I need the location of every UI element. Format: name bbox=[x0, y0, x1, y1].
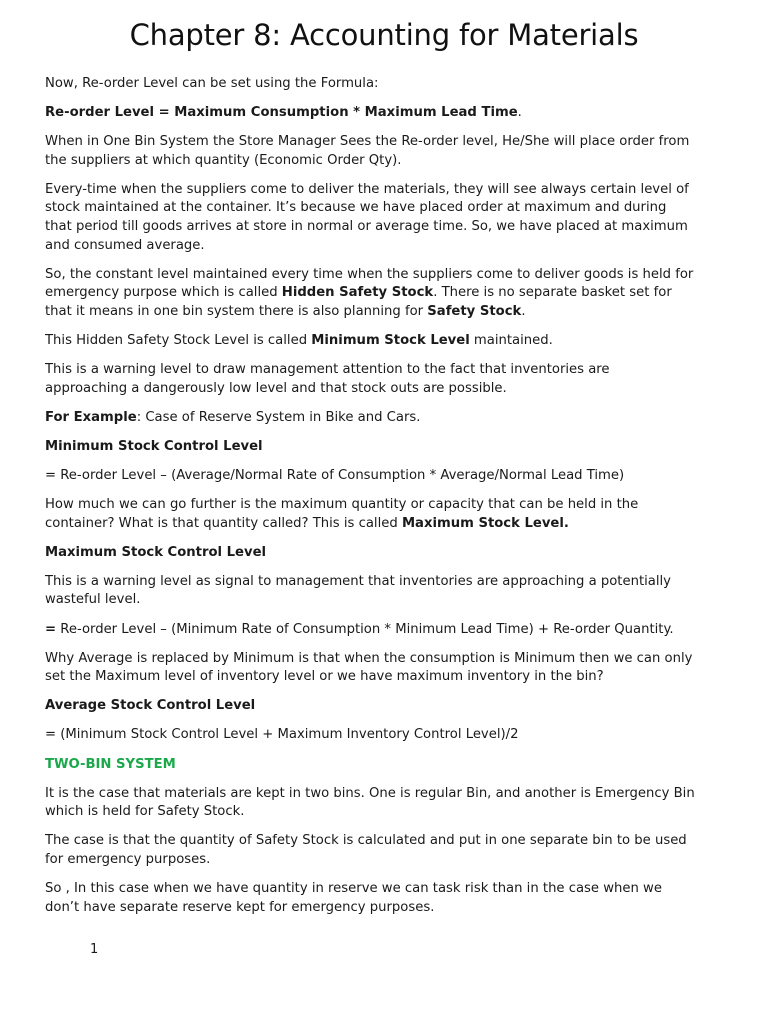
heading-average-stock-control bbox=[45, 697, 695, 716]
text-span: Re-order Level – (Minimum Rate of Consumption * Minimum Lead Time) + Re-order Quantity. bbox=[56, 621, 674, 637]
text-span: . There is no separate basket set for that it means in one bin system there is also planning for bbox=[45, 285, 672, 319]
paragraph-why-average: Why Average is replaced by Minimum is that when the consumption is Minimum then we can only set the Maximum level of inventory level or we have maximum inventory in the bin? bbox=[45, 650, 693, 685]
reorder-formula bbox=[45, 104, 695, 123]
formula-minimum-stock: = Re-order Level – (Average/Normal Rate of Consumption * Average/Normal Lead Time) bbox=[45, 468, 625, 483]
bold-heading: Minimum Stock Control Level bbox=[45, 438, 263, 454]
paragraph-maximum-question bbox=[45, 496, 695, 533]
bold-equals: = bbox=[45, 621, 57, 637]
paragraph-every-time: Every-time when the suppliers come to deliver the materials, they will see always certain level of stock maintained at the container. It’s because we have placed order at maximum and during that period till goods arrives at store in normal or average time. So, we have placed at maximum and consumed average. bbox=[45, 181, 689, 253]
paragraph-reserve-risk: So , In this case when we have quantity in reserve we can task risk than in the case when we don’t have separate reserve kept for emergency purposes. bbox=[45, 881, 662, 915]
heading-minimum-stock-control bbox=[45, 438, 695, 457]
paragraph-safety-stock-bin: The case is that the quantity of Safety Stock is calculated and put in one separate bin to be used for emergency purposes. bbox=[45, 833, 687, 867]
formula-maximum-stock bbox=[45, 621, 695, 640]
text-span: maintained. bbox=[469, 333, 553, 349]
paragraph-example bbox=[45, 409, 695, 428]
reorder-formula-text: Re-order Level = Maximum Consumption * Maximum Lead Time bbox=[45, 105, 518, 121]
document-body bbox=[45, 75, 695, 928]
bold-heading: Maximum Stock Control Level bbox=[45, 544, 267, 560]
text-span: So, the constant level maintained every time when the suppliers come to deliver goods is held for emergency purpose which is called bbox=[45, 266, 694, 301]
page-number: 1 bbox=[90, 942, 99, 957]
bold-maximum-stock-level: Maximum Stock Level. bbox=[401, 515, 569, 531]
paragraph-intro: Now, Re-order Level can be set using the Formula: bbox=[45, 76, 379, 91]
paragraph-warning-wasteful: This is a warning level as signal to management that inventories are approaching a potentially wasteful level. bbox=[45, 573, 671, 608]
heading-two-bin-system: TWO-BIN SYSTEM bbox=[45, 756, 176, 772]
paragraph-hidden-safety-stock bbox=[45, 266, 695, 322]
text-span: How much we can go further is the maximum quantity or capacity that can be held in the container? What is that quantity called? This is called bbox=[45, 497, 639, 531]
bold-heading: Average Stock Control Level bbox=[45, 698, 256, 714]
bold-for-example: For Example bbox=[45, 409, 137, 425]
paragraph-warning-low: This is a warning level to draw management attention to the fact that inventories are approaching a dangerously low level and that stock outs are possible. bbox=[45, 362, 610, 396]
paragraph-minimum-stock bbox=[45, 332, 695, 351]
page-title: Chapter 8: Accounting for Materials bbox=[129, 18, 639, 52]
paragraph-one-bin: When in One Bin System the Store Manager Sees the Re-order level, He/She will place order from the suppliers at which quantity (Economic Order Qty). bbox=[45, 134, 690, 168]
text-span: This Hidden Safety Stock Level is called bbox=[45, 333, 312, 349]
paragraph-two-bins: It is the case that materials are kept in two bins. One is regular Bin, and another is Emergency Bin which is held for Safety Stock. bbox=[45, 785, 695, 820]
bold-hidden-safety-stock: Hidden Safety Stock bbox=[281, 285, 434, 301]
bold-safety-stock: Safety Stock bbox=[427, 303, 522, 319]
bold-minimum-stock-level: Minimum Stock Level bbox=[311, 333, 470, 349]
reorder-formula-period: . bbox=[517, 105, 522, 121]
text-span: : Case of Reserve System in Bike and Cars. bbox=[136, 409, 421, 425]
formula-average-stock: = (Minimum Stock Control Level + Maximum Inventory Control Level)/2 bbox=[45, 727, 519, 743]
text-span: . bbox=[521, 303, 526, 319]
heading-maximum-stock-control bbox=[45, 544, 695, 563]
